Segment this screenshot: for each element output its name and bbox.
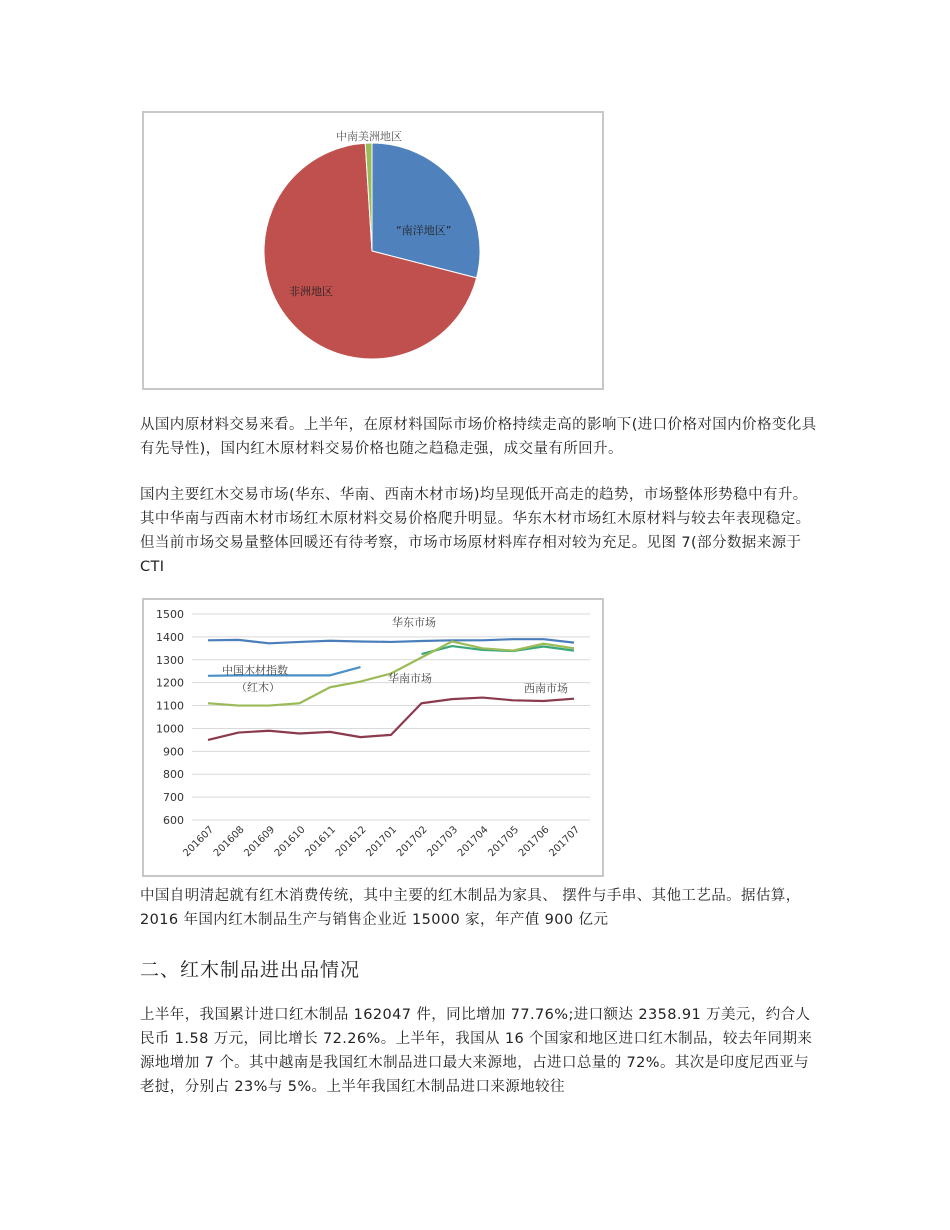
x-tick-label: 201705 xyxy=(486,824,522,860)
paragraph-market-trend: 国内主要红木交易市场(华东、华南、西南木材市场)均呈现低开高走的趋势，市场整体形势稳中有升。其中华南与西南木材市场红木原材料交易价格爬升明显。华东木材市场红木原材料与较去年表现稳定。但当前市场交易量整体回暖还有待考察，市场市场原材料库存相对较为充足。见图 7(部分数据来源于 CTI xyxy=(140,487,811,575)
pie-label-south-america: 中南美洲地区 xyxy=(336,130,402,143)
x-tick-label: 201703 xyxy=(425,824,461,860)
pie-label-nanyang: “南洋地区” xyxy=(396,224,452,237)
x-tick-label: 201608 xyxy=(211,824,247,860)
series-line-0 xyxy=(208,639,574,643)
x-tick-label: 201612 xyxy=(333,824,369,860)
x-tick-label: 201702 xyxy=(394,824,430,860)
annotation-south-china: 华南市场 xyxy=(388,672,432,685)
pie-label-africa: 非洲地区 xyxy=(289,285,333,298)
x-tick-label: 201607 xyxy=(181,824,217,860)
y-tick-label: 1400 xyxy=(156,630,184,644)
y-tick-label: 1500 xyxy=(156,608,184,621)
annotation-wood-index-sub: （红木） xyxy=(236,681,280,694)
x-tick-label: 201706 xyxy=(516,824,552,860)
section-heading: 二、红木制品进出品情况 xyxy=(140,959,361,981)
y-tick-label: 600 xyxy=(163,814,184,827)
y-tick-label: 1200 xyxy=(156,676,184,690)
annotation-east-china: 华东市场 xyxy=(392,616,436,629)
paragraph-imports: 上半年，我国累计进口红木制品 162047 件，同比增加 77.76%;进口额达 2358.91 万美元，约合人民币 1.58 万元，同比增长 72.26%。上半年，我国从 16 个国家和地区进口红木制品，较去年同期来源地增加 7 个。其中越南是我国红木制品进口最大来源地，占进口总量的 72%。其次是印度尼西亚与老挝，分别占 23%与 5%。上半年我国红木制品进口来源地较往 xyxy=(140,1007,813,1095)
x-tick-label: 201701 xyxy=(364,824,400,860)
y-tick-label: 1300 xyxy=(156,653,184,667)
x-tick-label: 201610 xyxy=(272,824,308,860)
x-tick-label: 201707 xyxy=(547,824,583,860)
paragraph-raw-material-trade: 从国内原材料交易来看。上半年，在原材料国际市场价格持续走高的影响下(进口价格对国内价格变化具有先导性)，国内红木原材料交易价格也随之趋稳走强，成交量有所回升。 xyxy=(140,417,817,457)
annotation-wood-index: 中国木材指数 xyxy=(222,664,288,677)
annotation-southwest: 西南市场 xyxy=(524,682,568,695)
paragraph-consumption-tradition: 中国自明清起就有红木消费传统，其中主要的红木制品为家具、 摆件与手串、其他工艺品。据估算，2016 年国内红木制品生产与销售企业近 15000 家，年产值 900 亿元 xyxy=(140,888,801,928)
pie-chart-figure xyxy=(142,111,604,390)
y-tick-label: 900 xyxy=(163,745,184,759)
x-tick-label: 201609 xyxy=(242,824,278,860)
y-tick-label: 1100 xyxy=(156,699,184,713)
series-line-4 xyxy=(208,698,574,740)
x-tick-label: 201611 xyxy=(303,824,339,860)
line-chart xyxy=(144,600,602,875)
pie-chart xyxy=(144,113,602,388)
x-tick-label: 201704 xyxy=(455,824,491,860)
y-tick-label: 700 xyxy=(163,791,184,805)
y-tick-label: 1000 xyxy=(156,722,184,736)
line-chart-figure xyxy=(142,598,604,877)
y-tick-label: 800 xyxy=(163,768,184,782)
